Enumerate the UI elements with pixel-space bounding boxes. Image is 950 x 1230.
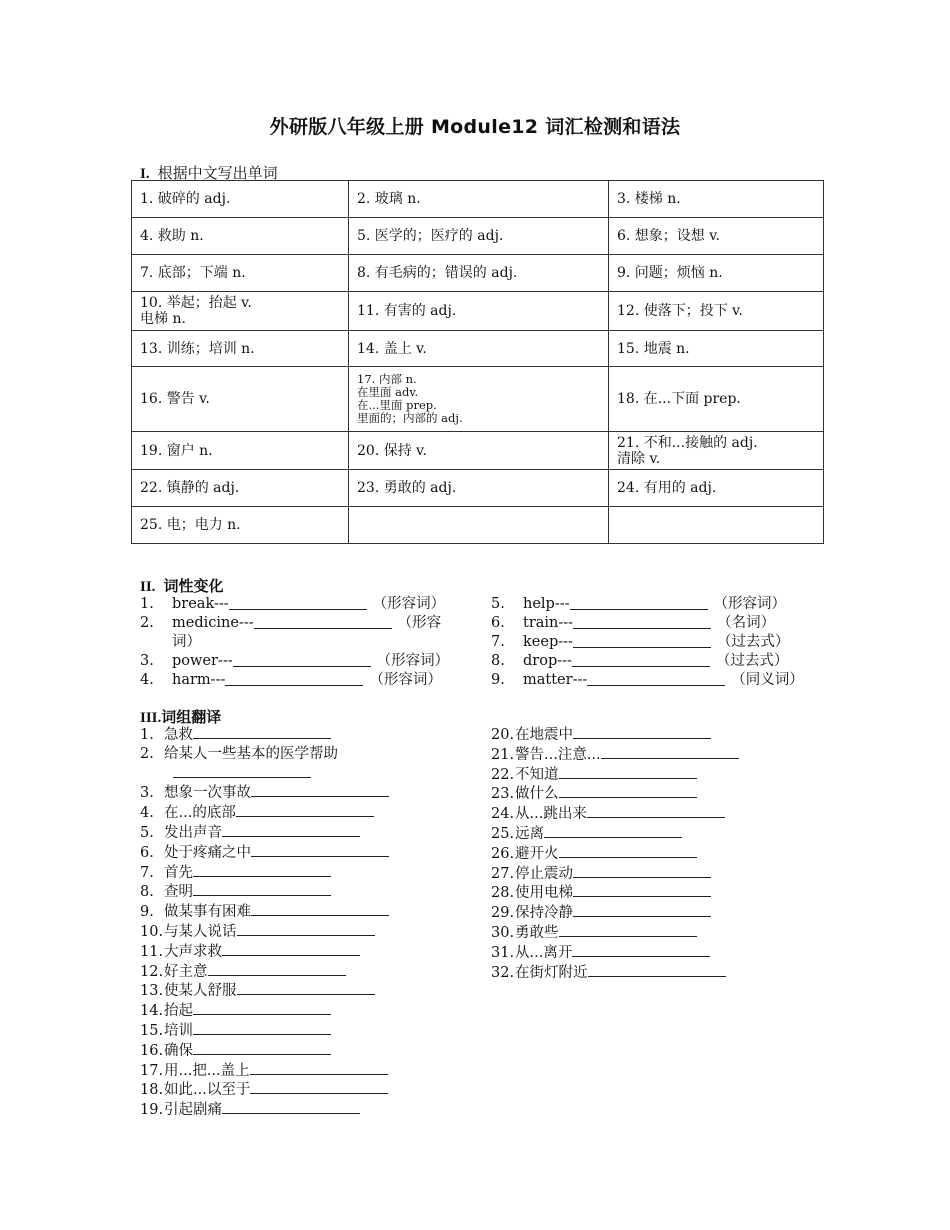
answer-blank[interactable] bbox=[588, 963, 726, 977]
phrase-item: 11.大声求救 bbox=[140, 942, 470, 962]
vocab-cell: 22. 镇静的 adj. bbox=[132, 470, 349, 507]
vocab-cell: 2. 玻璃 n. bbox=[349, 181, 609, 218]
phrase-item: 30.勇敢些 bbox=[491, 923, 821, 943]
answer-blank[interactable] bbox=[572, 652, 710, 667]
answer-blank[interactable] bbox=[229, 595, 367, 610]
vocab-cell: 10. 举起；抬起 v. 电梯 n. bbox=[132, 292, 349, 331]
vocab-cell: 11. 有害的 adj. bbox=[349, 292, 609, 331]
answer-blank[interactable] bbox=[573, 725, 711, 739]
answer-blank[interactable] bbox=[573, 883, 711, 897]
answer-blank[interactable] bbox=[222, 823, 360, 837]
section-2-number: II. bbox=[140, 579, 156, 595]
phrase-item: 28.使用电梯 bbox=[491, 883, 821, 903]
list-item: 1. break--- （形容词） bbox=[140, 596, 446, 612]
vocab-cell bbox=[349, 507, 609, 544]
answer-blank[interactable] bbox=[173, 764, 311, 778]
phrase-item: 31.从...离开 bbox=[491, 943, 821, 963]
answer-blank[interactable] bbox=[233, 652, 371, 667]
vocab-cell: 15. 地震 n. bbox=[609, 331, 824, 367]
phrase-item: 26.避开火 bbox=[491, 844, 821, 864]
section-2-heading bbox=[140, 575, 223, 596]
vocab-row bbox=[132, 218, 824, 255]
phrase-item: 12.好主意 bbox=[140, 962, 470, 982]
vocab-cell: 1. 破碎的 adj. bbox=[132, 181, 349, 218]
vocab-cell: 9. 问题；烦恼 n. bbox=[609, 255, 824, 292]
answer-blank[interactable] bbox=[559, 765, 697, 779]
answer-blank[interactable] bbox=[193, 882, 331, 896]
vocab-cell: 3. 楼梯 n. bbox=[609, 181, 824, 218]
answer-blank[interactable] bbox=[559, 923, 697, 937]
vocab-row bbox=[132, 331, 824, 367]
phrase-item: 1. 急救 bbox=[140, 725, 470, 745]
phrase-item: 13.使某人舒服 bbox=[140, 981, 470, 1001]
vocab-cell: 20. 保持 v. bbox=[349, 432, 609, 470]
word-form-list-right bbox=[491, 595, 811, 690]
answer-blank[interactable] bbox=[544, 824, 682, 838]
answer-blank[interactable] bbox=[225, 671, 363, 686]
phrase-item: 15.培训 bbox=[140, 1021, 470, 1041]
vocab-cell: 12. 使落下；投下 v. bbox=[609, 292, 824, 331]
list-item: 5. help--- （形容词） bbox=[491, 596, 787, 612]
phrase-item: 2. 给某人一些基本的医学帮助 bbox=[140, 745, 338, 762]
answer-blank[interactable] bbox=[587, 671, 725, 686]
section-3-number: III. bbox=[140, 710, 162, 726]
vocab-row bbox=[132, 367, 824, 432]
phrase-item: 17.用...把...盖上 bbox=[140, 1061, 470, 1081]
answer-blank[interactable] bbox=[587, 804, 725, 818]
list-item: 7. keep--- （过去式） bbox=[491, 634, 790, 650]
phrase-list-right bbox=[491, 725, 821, 982]
phrase-item: 23.做什么 bbox=[491, 784, 821, 804]
phrase-item: 20.在地震中 bbox=[491, 725, 821, 745]
vocab-cell: 17. 内部 n. 在里面 adv. 在...里面 prep. 里面的；内部的 adj. bbox=[349, 367, 609, 432]
phrase-item: 9. 做某事有困难 bbox=[140, 902, 470, 922]
vocab-cell: 19. 窗户 n. bbox=[132, 432, 349, 470]
phrase-item: 3. 想象一次事故 bbox=[140, 783, 470, 803]
answer-blank[interactable] bbox=[222, 1100, 360, 1114]
section-1-title: 根据中文写出单词 bbox=[157, 164, 278, 182]
vocab-row bbox=[132, 507, 824, 544]
list-item: 9. matter--- （同义词） bbox=[491, 672, 804, 688]
list-item: 2. medicine--- （形容 bbox=[140, 615, 442, 631]
phrase-item: 5. 发出声音 bbox=[140, 823, 470, 843]
phrase-list-left bbox=[140, 725, 470, 1120]
phrase-item: 14.抬起 bbox=[140, 1001, 470, 1021]
answer-blank[interactable] bbox=[254, 614, 392, 629]
answer-blank[interactable] bbox=[251, 843, 389, 857]
answer-blank[interactable] bbox=[573, 633, 711, 648]
list-item: 8. drop--- （过去式） bbox=[491, 653, 789, 669]
vocab-table bbox=[131, 180, 824, 544]
phrase-item: 27.停止震动 bbox=[491, 864, 821, 884]
list-item-continuation: 词） bbox=[172, 634, 201, 650]
vocab-row bbox=[132, 181, 824, 218]
section-1-number: I. bbox=[140, 166, 150, 182]
phrase-item: 22.不知道 bbox=[491, 765, 821, 785]
list-item: 6. train--- （名词） bbox=[491, 615, 776, 631]
vocab-cell: 5. 医学的；医疗的 adj. bbox=[349, 218, 609, 255]
answer-blank[interactable] bbox=[573, 614, 711, 629]
answer-blank[interactable] bbox=[250, 1061, 388, 1075]
phrase-item: 6. 处于疼痛之中 bbox=[140, 843, 470, 863]
answer-blank[interactable] bbox=[572, 943, 710, 957]
phrase-item: 4. 在...的底部 bbox=[140, 803, 470, 823]
answer-blank[interactable] bbox=[193, 863, 331, 877]
phrase-item-continuation bbox=[140, 764, 470, 784]
answer-blank[interactable] bbox=[251, 902, 389, 916]
vocab-row bbox=[132, 432, 824, 470]
phrase-item: 25.远离 bbox=[491, 824, 821, 844]
answer-blank[interactable] bbox=[559, 784, 697, 798]
page-title: 外研版八年级上册 Module12 词汇检测和语法 bbox=[269, 116, 681, 138]
answer-blank[interactable] bbox=[237, 922, 375, 936]
vocab-cell: 16. 警告 v. bbox=[132, 367, 349, 432]
phrase-item: 16.确保 bbox=[140, 1041, 470, 1061]
phrase-item: 29.保持冷静 bbox=[491, 903, 821, 923]
vocab-cell: 21. 不和...接触的 adj. 清除 v. bbox=[609, 432, 824, 470]
vocab-cell: 4. 救助 n. bbox=[132, 218, 349, 255]
answer-blank[interactable] bbox=[237, 981, 375, 995]
vocab-cell bbox=[609, 507, 824, 544]
phrase-item: 10.与某人说话 bbox=[140, 922, 470, 942]
phrase-item: 19.引起剧痛 bbox=[140, 1100, 470, 1120]
vocab-cell: 6. 想象；设想 v. bbox=[609, 218, 824, 255]
vocab-cell: 8. 有毛病的；错误的 adj. bbox=[349, 255, 609, 292]
answer-blank[interactable] bbox=[236, 803, 374, 817]
vocab-cell: 18. 在...下面 prep. bbox=[609, 367, 824, 432]
answer-blank[interactable] bbox=[573, 903, 711, 917]
vocab-cell: 13. 训练；培训 n. bbox=[132, 331, 349, 367]
vocab-cell: 7. 底部；下端 n. bbox=[132, 255, 349, 292]
answer-blank[interactable] bbox=[251, 783, 389, 797]
answer-blank[interactable] bbox=[570, 595, 708, 610]
answer-blank[interactable] bbox=[193, 725, 331, 739]
vocab-cell: 24. 有用的 adj. bbox=[609, 470, 824, 507]
list-item: 3. power--- （形容词） bbox=[140, 653, 450, 669]
phrase-item: 7. 首先 bbox=[140, 863, 470, 883]
phrase-item: 24.从...跳出来 bbox=[491, 804, 821, 824]
answer-blank[interactable] bbox=[193, 1021, 331, 1035]
section-3-title: 词组翻译 bbox=[161, 708, 222, 726]
answer-blank[interactable] bbox=[601, 745, 739, 759]
answer-blank[interactable] bbox=[208, 962, 346, 976]
vocab-cell: 25. 电；电力 n. bbox=[132, 507, 349, 544]
phrase-item: 32.在街灯附近 bbox=[491, 963, 821, 983]
answer-blank[interactable] bbox=[193, 1041, 331, 1055]
phrase-item: 18.如此...以至于 bbox=[140, 1080, 470, 1100]
section-3-heading bbox=[140, 706, 221, 727]
word-form-list-left bbox=[140, 595, 450, 690]
vocab-cell: 14. 盖上 v. bbox=[349, 331, 609, 367]
vocab-row bbox=[132, 255, 824, 292]
answer-blank[interactable] bbox=[193, 1001, 331, 1015]
list-item: 4. harm--- （形容词） bbox=[140, 672, 442, 688]
answer-blank[interactable] bbox=[559, 844, 697, 858]
answer-blank[interactable] bbox=[573, 864, 711, 878]
answer-blank[interactable] bbox=[250, 1080, 388, 1094]
section-2-title: 词性变化 bbox=[163, 577, 224, 595]
phrase-item: 8. 查明 bbox=[140, 882, 470, 902]
answer-blank[interactable] bbox=[222, 942, 360, 956]
vocab-row bbox=[132, 292, 824, 331]
phrase-item: 21.警告...注意... bbox=[491, 745, 821, 765]
vocab-row bbox=[132, 470, 824, 507]
vocab-cell: 23. 勇敢的 adj. bbox=[349, 470, 609, 507]
